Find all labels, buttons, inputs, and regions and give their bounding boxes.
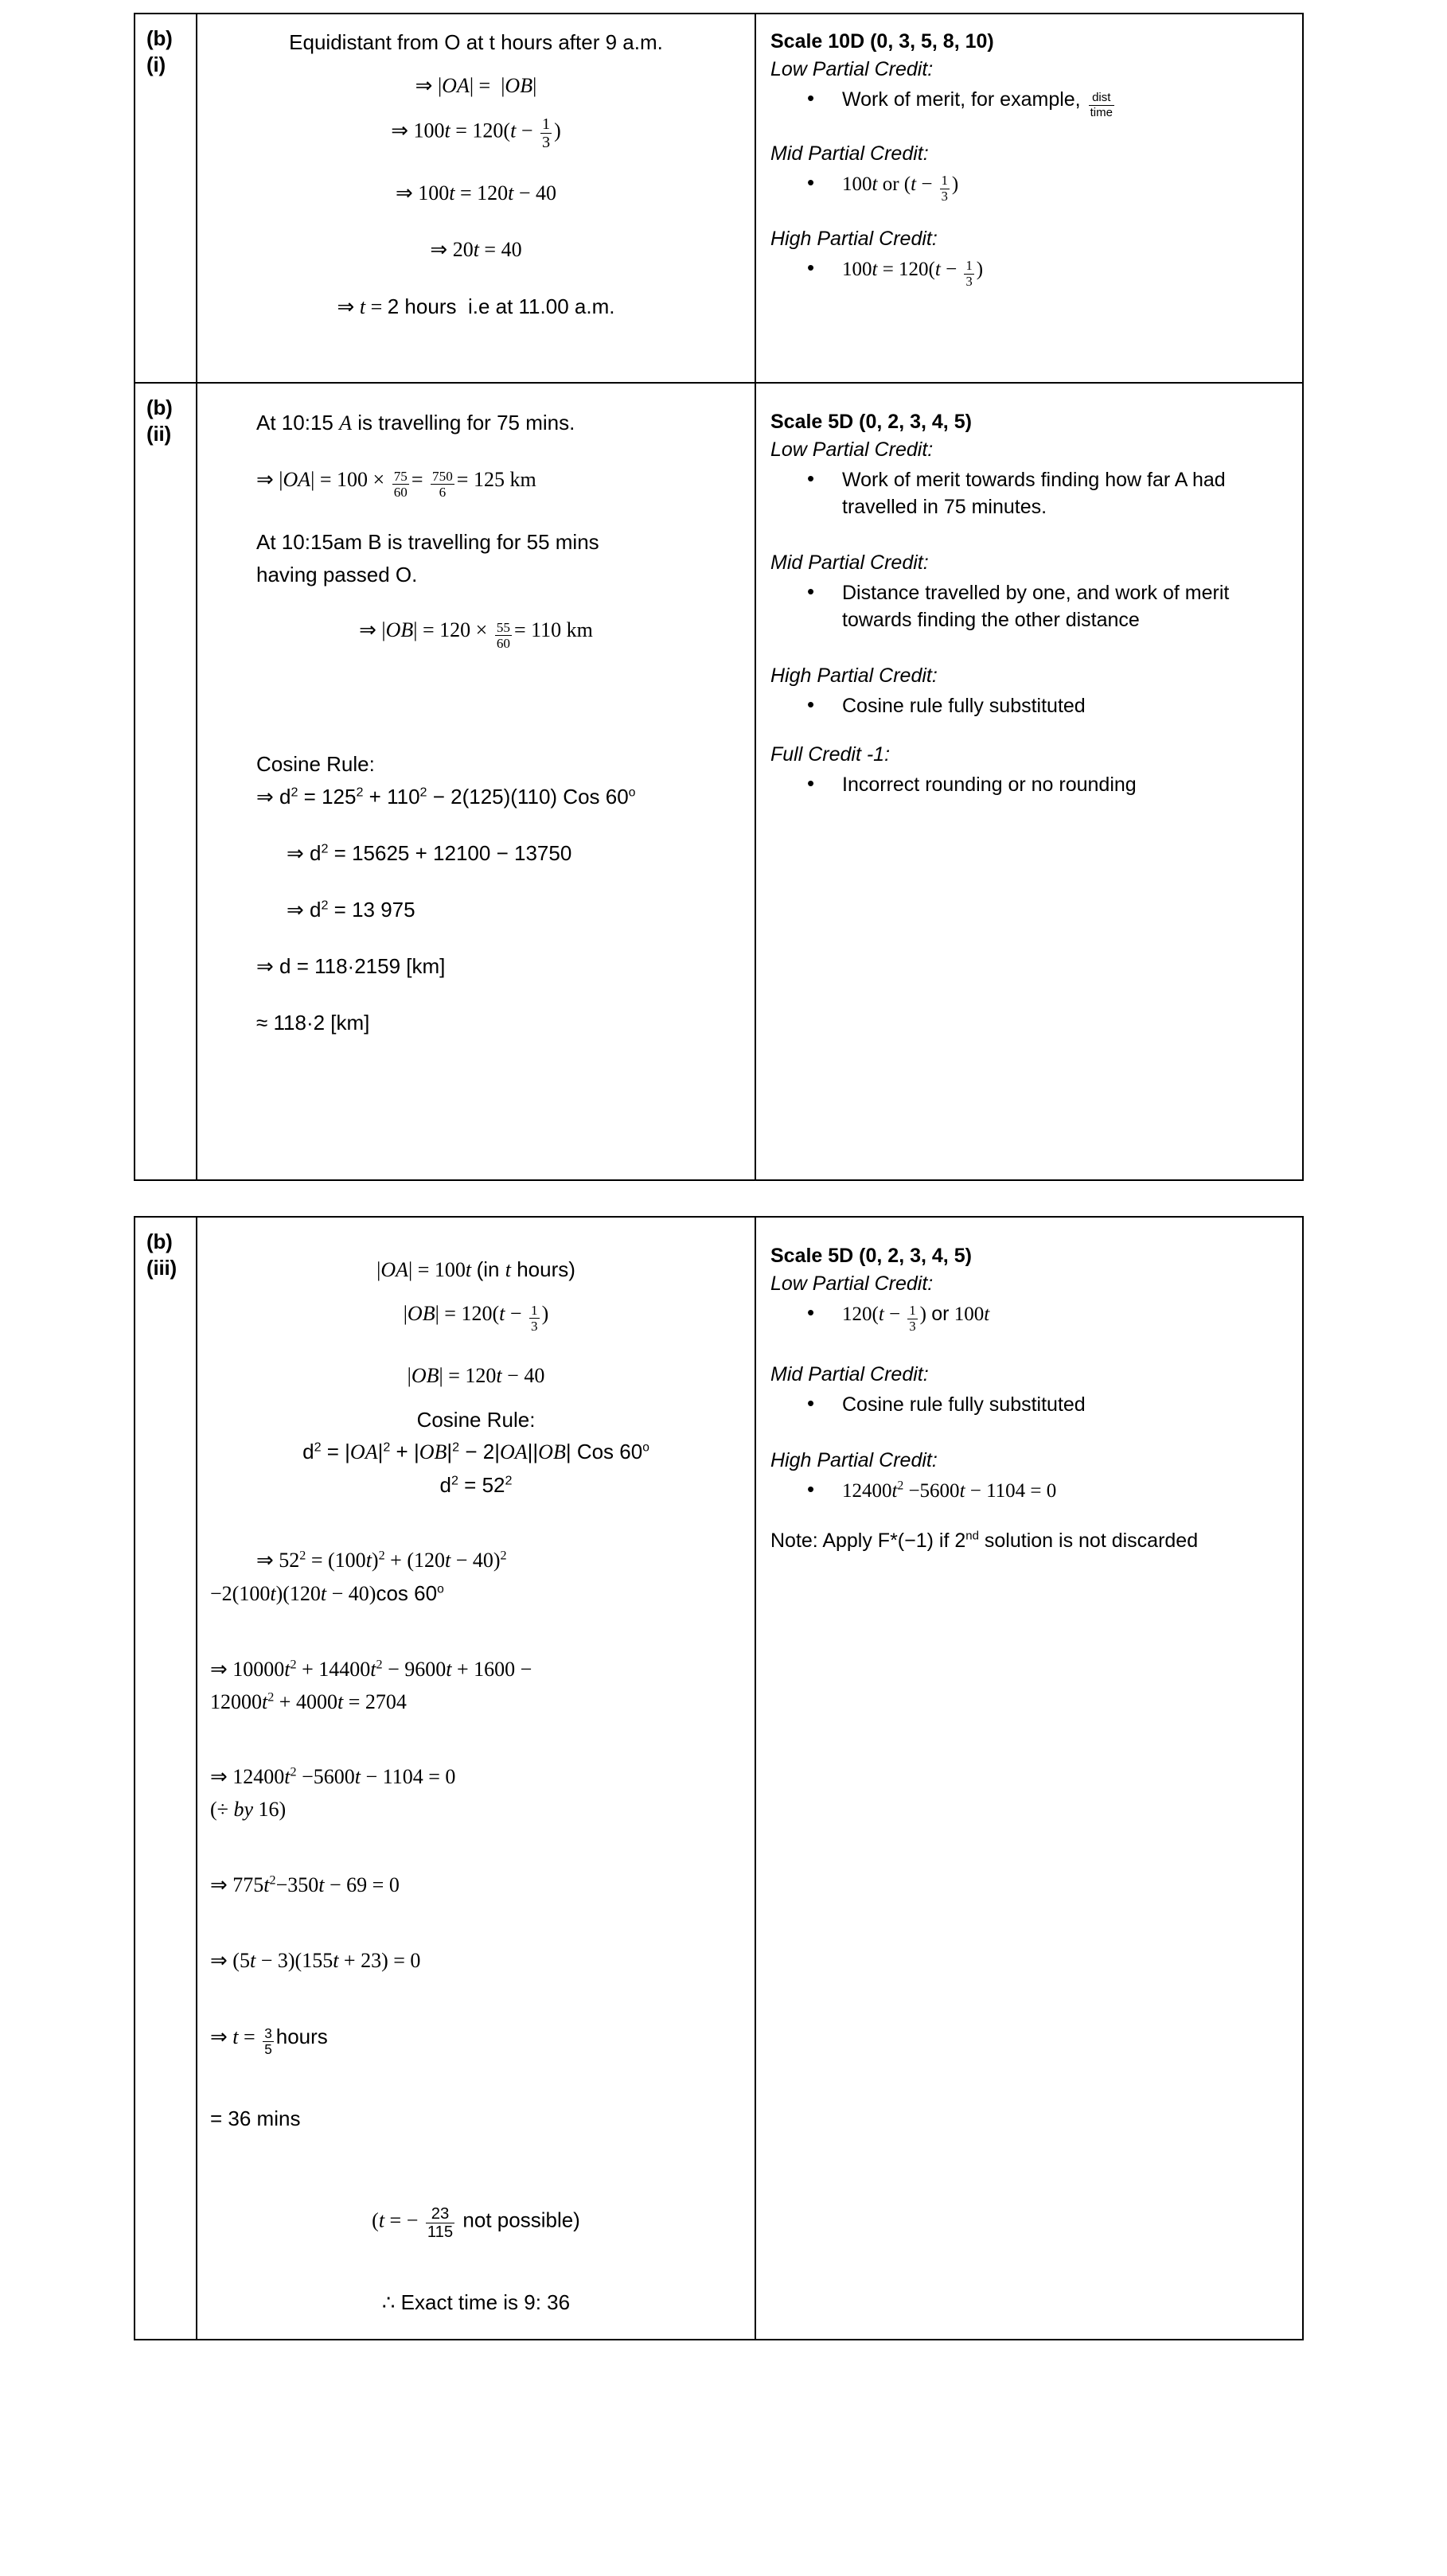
credit-bullet-list-mid bbox=[770, 579, 1291, 634]
fraction-denominator: 115 bbox=[427, 2223, 454, 2242]
list-item: • Cosine rule fully substituted bbox=[807, 1391, 1291, 1419]
solution-statement-b1: At 10:15am B is travelling for 55 mins bbox=[256, 529, 599, 554]
angle-60: 60 bbox=[605, 785, 629, 809]
solution-statement: Equidistant from O at t hours after 9 a.m. bbox=[289, 30, 663, 54]
credit-bullet-list-full-minus-one bbox=[770, 771, 1291, 799]
question-part-label: (b) bbox=[146, 1230, 173, 1253]
fraction-one-third bbox=[529, 1304, 540, 1334]
credit-heading-high: High Partial Credit: bbox=[770, 227, 938, 250]
solution-oa-calc: ⇒ |OA| = 100 × $\frac{75}{60}$ = $\frac{750}{6}$ = 125 km bbox=[256, 467, 536, 501]
coef-12400: 12400 bbox=[232, 1765, 285, 1789]
value-120: 120 bbox=[439, 618, 471, 642]
coef-120t: 120 bbox=[465, 1363, 497, 1387]
result-110km: 110 km bbox=[531, 618, 593, 642]
term-12000: 12000 bbox=[210, 1689, 262, 1713]
coef-100: 100 bbox=[413, 119, 445, 142]
cosine-rule-general: $d^2 = |OA|^2 + |OB|^2 - 2|OA||OB|$ Cos 60$^o$ bbox=[302, 1440, 649, 1464]
credit-heading-mid: Mid Partial Credit: bbox=[770, 142, 929, 165]
note-ordinal: nd bbox=[965, 1530, 979, 1543]
fraction-denominator: 60 bbox=[393, 485, 408, 501]
fraction-denominator: 5 bbox=[264, 2041, 272, 2058]
time-1015am: 10:15am bbox=[281, 529, 362, 554]
scheme-cell-b-i bbox=[755, 14, 1303, 383]
note-suffix: solution is not discarded bbox=[978, 1530, 1199, 1553]
credit-bullet-list-high bbox=[770, 692, 1291, 720]
side-110: 110 bbox=[387, 785, 420, 809]
credit-bullet-list-low bbox=[770, 466, 1291, 521]
cosine-rule-heading: Cosine Rule: bbox=[256, 752, 375, 777]
question-label bbox=[135, 1218, 196, 1281]
const-69: 69 bbox=[346, 1873, 368, 1897]
marking-note bbox=[770, 1527, 1291, 1555]
credit-bullet-list-high bbox=[770, 255, 1291, 289]
credit-heading-mid: Mid Partial Credit: bbox=[770, 1363, 929, 1386]
marking-scheme-table-1 bbox=[134, 13, 1304, 1181]
question-label-cell-b-iii bbox=[135, 1217, 197, 2340]
list-item: • Distance travelled by one, and work of merit towards finding the other distance bbox=[807, 579, 1291, 634]
fraction-numerator: 3 bbox=[264, 2025, 272, 2041]
d-rounded: ≈ 118·2 [km] bbox=[256, 1010, 370, 1035]
cos-term: 2(125)(110) bbox=[450, 785, 558, 809]
mins-75: 75 mins. bbox=[497, 411, 575, 435]
solution-ob-expression: |OB| = 120(t − $\frac{1}{3}$ ) bbox=[403, 1301, 549, 1335]
marking-scheme-content bbox=[756, 14, 1302, 307]
t-in-minutes: = 36 mins bbox=[210, 2106, 301, 2130]
expanded-line2: $12000t^2 + 4000t = 2704$ bbox=[210, 1689, 407, 1713]
cosine-rule-expanded: ⇒ $d^2 = 15625 + 12100 - 13750$ bbox=[287, 841, 572, 866]
list-item bbox=[807, 86, 1291, 119]
term-10000: 10000 bbox=[232, 1657, 285, 1681]
list-item: • Work of merit towards finding how far A had travelled in 75 minutes. bbox=[807, 466, 1291, 521]
credit-heading-high: High Partial Credit: bbox=[770, 664, 938, 687]
marking-scheme-table-2 bbox=[134, 1216, 1304, 2340]
value-100: 100 bbox=[337, 467, 369, 491]
term-2704: 2704 bbox=[365, 1689, 407, 1713]
fraction-denominator: 3 bbox=[965, 273, 973, 289]
fraction-denominator: 60 bbox=[496, 636, 510, 651]
value-52: 52 bbox=[482, 1473, 505, 1498]
side-125: 125 bbox=[322, 785, 357, 809]
value-d-rounded: 118·2 [km] bbox=[273, 1010, 370, 1035]
d-squared-value: ⇒ $d^2 = 13$ 975 bbox=[287, 897, 415, 922]
credit-bullet-list-low bbox=[770, 1300, 1291, 1334]
const-3: 3 bbox=[277, 1948, 288, 1972]
fraction-numerator: 55 bbox=[496, 619, 510, 635]
question-label bbox=[135, 14, 196, 78]
question-subpart-label: (iii) bbox=[146, 1255, 177, 1280]
question-part-label: (b) bbox=[146, 26, 173, 50]
scale-title: Scale 5D (0, 2, 3, 4, 5) bbox=[770, 411, 972, 433]
solution-cell-b-ii bbox=[197, 383, 755, 1180]
quadratic-reduced: ⇒ $775t^2-350t - 69 = 0$ bbox=[210, 1873, 400, 1897]
question-label-cell-b-i bbox=[135, 14, 197, 383]
scheme-cell-b-ii bbox=[755, 383, 1303, 1180]
list-item: • $12400t^2 -5600t - 1104 = 0$ bbox=[807, 1477, 1291, 1506]
solution-ob-calc: ⇒ |OB| = 120 × $\frac{55}{60}$ = 110 km bbox=[359, 618, 593, 651]
term-14400: 14400 bbox=[318, 1657, 371, 1681]
factorised-equation: ⇒ (5t − 3)(155t + 23) = 0 bbox=[210, 1948, 421, 1972]
var-t: t bbox=[444, 119, 450, 142]
fraction-numerator: 1 bbox=[541, 115, 551, 133]
list-item: • 100t = 120(t − $\frac{1}{3}$ ) bbox=[807, 255, 1291, 289]
value-13975: 13 975 bbox=[352, 897, 415, 922]
rejected-note: not possible) bbox=[462, 2208, 580, 2232]
coef-5600: 5600 bbox=[313, 1765, 355, 1789]
fraction-numerator: dist bbox=[1092, 91, 1111, 105]
credit-bullet-list-mid bbox=[770, 1391, 1291, 1419]
cosine-rule-heading: Cosine Rule: bbox=[416, 1407, 536, 1432]
solution-step-substitute: ⇒ 100t = 120(t − $\frac{1}{3}$ ) bbox=[391, 115, 561, 152]
fraction-75-60 bbox=[392, 470, 409, 500]
d-squared-equals-52-squared: $d^2 = 52^2$ bbox=[439, 1473, 513, 1498]
solution-statement-a: At 10:15 A is travelling for 75 mins. bbox=[256, 411, 575, 435]
conclusion-text: Exact time is 9: 36 bbox=[400, 2290, 571, 2314]
table-separator-spacer bbox=[134, 1181, 1297, 1216]
question-part-label: (b) bbox=[146, 396, 173, 419]
solution-work bbox=[197, 384, 755, 1179]
fraction-750-6 bbox=[431, 470, 454, 500]
fraction-denominator: 3 bbox=[909, 1318, 916, 1334]
credit-heading-high: High Partial Credit: bbox=[770, 1448, 938, 1471]
term-4000: 4000 bbox=[295, 1689, 337, 1713]
table-row bbox=[135, 14, 1303, 383]
fraction-one-third bbox=[540, 116, 552, 151]
t-solution: ⇒ t = $\frac{3}{5}$ hours bbox=[210, 2024, 328, 2058]
divide-note: (÷ by 16) bbox=[210, 1798, 287, 1822]
fraction-three-fifths bbox=[263, 2027, 274, 2057]
fraction-one-third bbox=[907, 1304, 917, 1334]
value-d: 118·2159 [km] bbox=[314, 953, 446, 978]
const-40b: 40 bbox=[501, 237, 522, 261]
question-label bbox=[135, 384, 196, 447]
cosine-substituted-line1: ⇒ $52^2 = (100t)^2 + (120t - 40)^2$ bbox=[256, 1549, 507, 1572]
scale-title: Scale 10D (0, 3, 5, 8, 10) bbox=[770, 30, 994, 53]
const-1104: 1104 bbox=[382, 1765, 423, 1789]
answer-time: i.e at 11.00 a.m. bbox=[467, 294, 615, 318]
fraction-numerator: 75 bbox=[393, 468, 408, 484]
result-125km: 125 km bbox=[473, 467, 536, 491]
page-top-spacer bbox=[0, 0, 1447, 13]
term-12100: 12100 bbox=[433, 841, 491, 866]
fraction-denominator: 3 bbox=[941, 188, 948, 204]
solution-step-simplified: ⇒ 20t = 40 bbox=[430, 237, 522, 261]
fraction-one-third bbox=[940, 174, 950, 204]
list-item: • Incorrect rounding or no rounding bbox=[807, 771, 1291, 799]
term-15625: 15625 bbox=[352, 841, 410, 866]
solution-final-answer: ⇒ t = 2 hours i.e at 11.00 a.m. bbox=[337, 294, 615, 318]
credit-bullet-list-mid bbox=[770, 170, 1291, 204]
fraction-numerator: 23 bbox=[431, 2204, 450, 2223]
quadratic-line: ⇒ $12400t^2 -5600t - 1104 = 0$ bbox=[210, 1765, 456, 1789]
coef-120: 120 bbox=[461, 1301, 493, 1325]
fraction-dist-time bbox=[1089, 92, 1114, 119]
table-row bbox=[135, 1217, 1303, 2340]
solution-ob-simplified: |OB| = 120t − 40 bbox=[407, 1363, 545, 1387]
credit-heading-full-minus-one: Full Credit -1: bbox=[770, 743, 891, 766]
coef-5t: 5 bbox=[239, 1948, 250, 1972]
page-bottom-spacer bbox=[0, 2340, 1447, 2364]
coef-120: 120 bbox=[472, 119, 504, 142]
expanded-line1: ⇒ $10000t^2 + 14400t^2 - 9600t + 1600$ − bbox=[210, 1657, 532, 1681]
fraction-negative-23-115 bbox=[426, 2206, 454, 2241]
coef-350: 350 bbox=[287, 1873, 319, 1897]
marking-scheme-content bbox=[756, 1218, 1302, 1572]
fraction-one-third bbox=[964, 259, 973, 289]
fraction-denominator: 6 bbox=[431, 484, 454, 499]
fraction-denominator: time bbox=[1090, 105, 1113, 119]
solution-step-oa-ob: ⇒ |OA| = |OB| bbox=[415, 73, 537, 97]
answer-hours: 2 hours bbox=[387, 294, 457, 318]
solution-cell-b-iii bbox=[197, 1217, 755, 2340]
fraction-numerator: 1 bbox=[909, 1302, 916, 1318]
d-value: ⇒ d = 118·2159 [km] bbox=[256, 953, 446, 978]
rejected-solution: (t = − $\frac{23}{115}$ not possible) bbox=[372, 2204, 580, 2242]
scheme-cell-b-iii bbox=[755, 1217, 1303, 2340]
term-1600: 1600 bbox=[474, 1657, 516, 1681]
question-subpart-label: (i) bbox=[146, 52, 166, 76]
solution-work bbox=[197, 1218, 755, 2339]
solution-statement-b2: having passed O. bbox=[256, 562, 418, 587]
list-item: • Cosine rule fully substituted bbox=[807, 692, 1291, 720]
const-40: 40 bbox=[524, 1363, 545, 1387]
note-prefix: Note: Apply F*(−1) if 2 bbox=[770, 1530, 966, 1553]
term-9600: 9600 bbox=[404, 1657, 447, 1681]
coef-775: 775 bbox=[232, 1873, 264, 1897]
list-item: • 120(t − $\frac{1}{3}$ ) or 100t bbox=[807, 1300, 1291, 1334]
fraction-numerator: 750 bbox=[432, 468, 453, 484]
divisor-16: 16 bbox=[258, 1798, 279, 1822]
coef-120t: 120 bbox=[477, 181, 509, 205]
sheet bbox=[134, 13, 1297, 2340]
table-row bbox=[135, 383, 1303, 1180]
cosine-substituted-line2: −2(100t)(120t − 40)cos 60$^o$ bbox=[210, 1580, 444, 1605]
credit-heading-mid: Mid Partial Credit: bbox=[770, 551, 929, 574]
bullet-text: Work of merit, for example, bbox=[842, 88, 1086, 111]
coef-20t: 20 bbox=[452, 237, 474, 261]
fraction-denominator: 3 bbox=[531, 1319, 538, 1335]
question-label-cell-b-ii bbox=[135, 383, 197, 1180]
final-conclusion: ∴ Exact time is 9: 36 bbox=[381, 2290, 571, 2314]
credit-bullet-list-low bbox=[770, 86, 1291, 119]
scale-title: Scale 5D (0, 2, 3, 4, 5) bbox=[770, 1245, 972, 1267]
fraction-numerator: 1 bbox=[941, 172, 948, 188]
solution-cell-b-i bbox=[197, 14, 755, 383]
marking-scheme-content bbox=[756, 384, 1302, 818]
mins-55: 55 mins bbox=[526, 529, 599, 554]
coef-100t: 100 bbox=[434, 1258, 466, 1281]
fraction-numerator: 1 bbox=[965, 257, 973, 273]
credit-heading-low: Low Partial Credit: bbox=[770, 438, 934, 461]
coef-155t: 155 bbox=[302, 1948, 333, 1972]
credit-heading-low: Low Partial Credit: bbox=[770, 1272, 934, 1295]
term-13750: 13750 bbox=[513, 841, 572, 866]
list-item: • 100t or (t − $\frac{1}{3}$ ) bbox=[807, 170, 1291, 204]
credit-heading-low: Low Partial Credit: bbox=[770, 57, 934, 80]
fraction-numerator: 1 bbox=[531, 1302, 538, 1318]
solution-step-expanded: ⇒ 100t = 120t − 40 bbox=[395, 181, 557, 205]
credit-bullet-list-high bbox=[770, 1477, 1291, 1506]
solution-work bbox=[197, 14, 755, 382]
cosine-rule-substituted: ⇒ $d^2 = 125^2 + 110^2 - 2(125)(110)$ Cos 60$^o$ bbox=[256, 785, 636, 809]
fraction-55-60 bbox=[495, 621, 512, 651]
fraction-denominator: 3 bbox=[541, 134, 551, 152]
solution-oa-expression: |OA| = 100t (in t hours) bbox=[376, 1257, 575, 1281]
const-23: 23 bbox=[361, 1948, 382, 1972]
time-1015: 10:15 bbox=[281, 411, 333, 435]
question-subpart-label: (ii) bbox=[146, 421, 171, 446]
const-40: 40 bbox=[536, 181, 557, 205]
